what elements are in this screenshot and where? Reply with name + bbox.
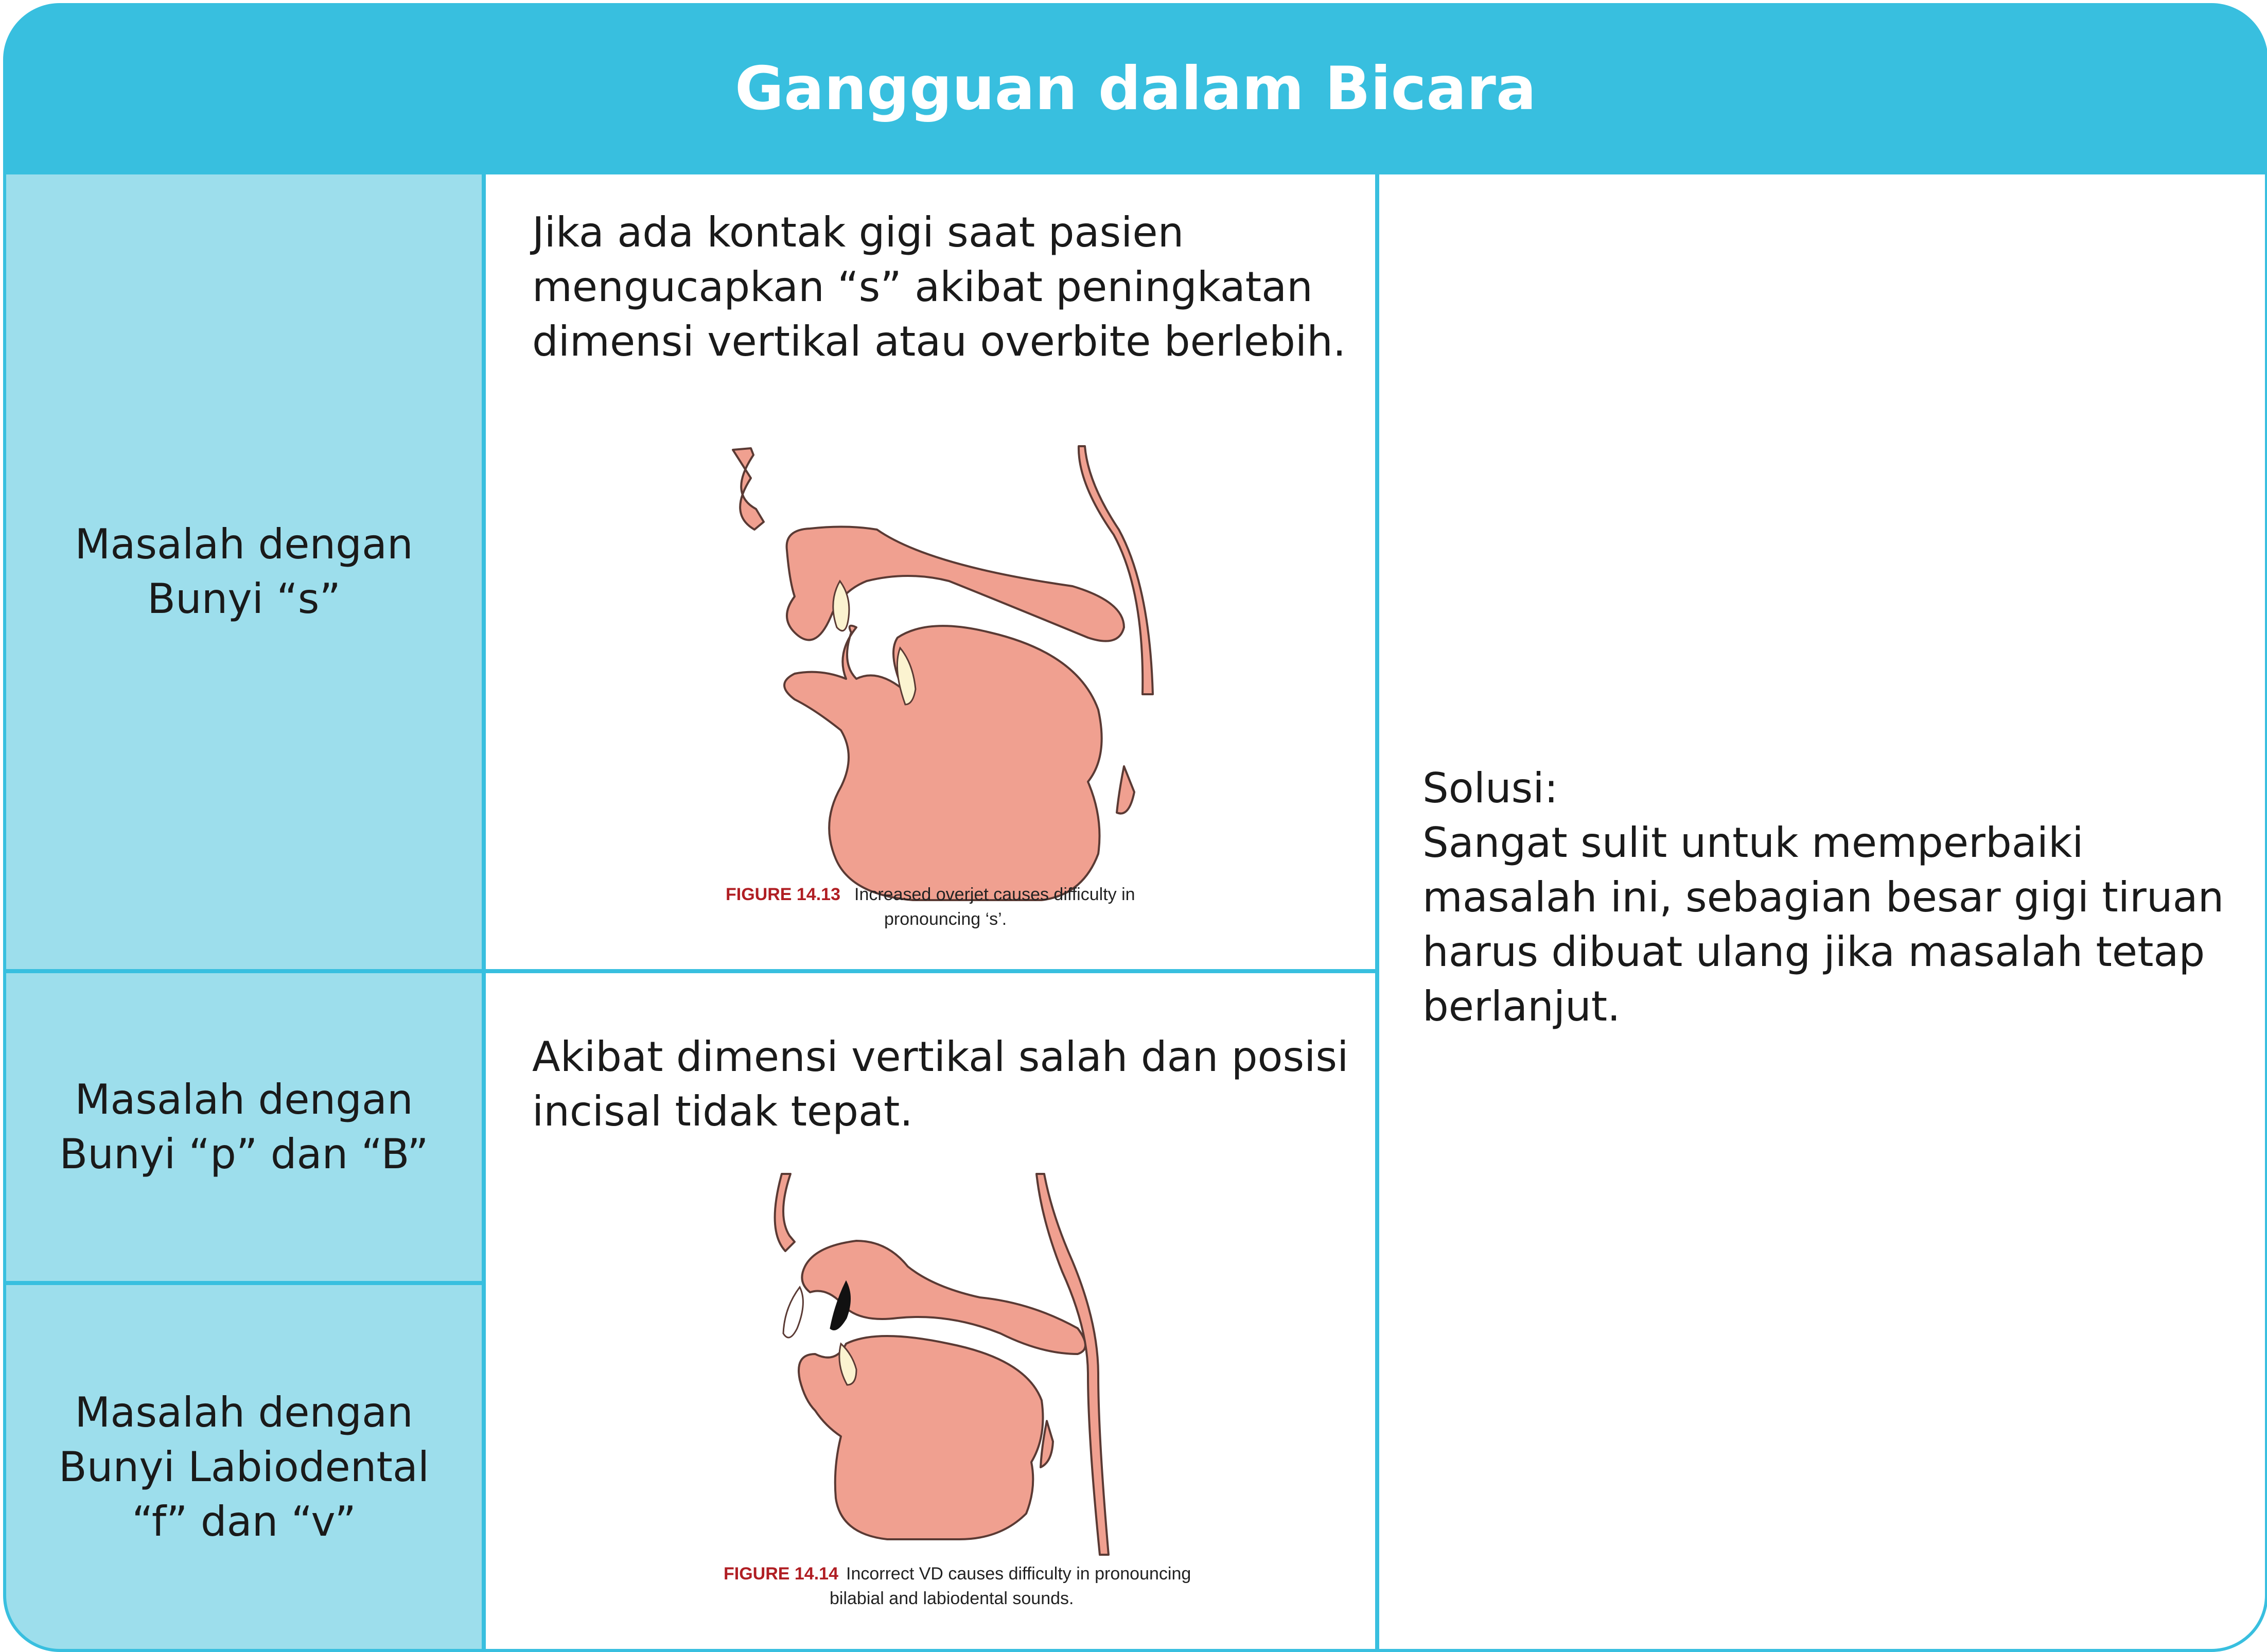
row-label-cell-f-v [6, 1285, 482, 1649]
incorrect-upper-incisor [783, 1287, 803, 1338]
description-cell-s [486, 174, 1375, 969]
description-s: Jika ada kontak gigi saat pasien mengucapkan “s” akibat peningkatan dimensi vertikal atau overbite berlebih. [532, 208, 1346, 365]
tongue-shape [799, 1336, 1043, 1539]
figure-14-13-caption-line2: pronouncing ‘s’. [884, 909, 1007, 929]
page-header [6, 6, 2265, 171]
solution-cell [1379, 174, 2265, 1649]
description-p-b: Akibat dimensi vertikal salah dan posisi incisal tidak tepat. [532, 1033, 1349, 1135]
row-label-cell-s [6, 174, 482, 969]
tongue-shape [784, 626, 1102, 900]
speech-disorders-card [3, 3, 2267, 1652]
figure-14-14-caption-line2: bilabial and labiodental sounds. [830, 1589, 1074, 1608]
figure-14-14 [486, 973, 1375, 1649]
figure-14-13-number: FIGURE 14.13 [726, 885, 840, 904]
page-title: Gangguan dalam Bicara [734, 54, 1537, 124]
figure-14-13-anatomy [733, 446, 1153, 900]
nose-shape [733, 448, 764, 530]
figure-14-13 [486, 174, 1375, 969]
solution-text: Solusi: Sangat sulit untuk memperbaiki masalah ini, sebagian besar gigi tiruan harus dibuat ulang jika masalah tetap berlanjut. [1422, 764, 2224, 1030]
row-label-cell-p-b [6, 973, 482, 1281]
figure-14-14-number: FIGURE 14.14 [724, 1564, 838, 1584]
row-label-s: Masalah dengan Bunyi “s” [75, 520, 413, 623]
nose-shape [775, 1174, 795, 1251]
row-label-f-v: Masalah dengan Bunyi Labiodental “f” dan “v” [58, 1388, 430, 1545]
figure-14-14-caption-line1: Incorrect VD causes difficulty in pronouncing [846, 1564, 1191, 1584]
row-label-p-b: Masalah dengan Bunyi “p” dan “B” [59, 1076, 429, 1178]
pharynx-wall-shape [1036, 1174, 1109, 1555]
pharynx-wall-shape [1079, 446, 1153, 694]
description-cell-p-b-f-v [486, 973, 1375, 1649]
figure-14-14-anatomy [775, 1174, 1109, 1555]
epiglottis-shape [1117, 766, 1134, 814]
figure-14-13-caption-line1: Increased overjet causes difficulty in [854, 885, 1135, 904]
